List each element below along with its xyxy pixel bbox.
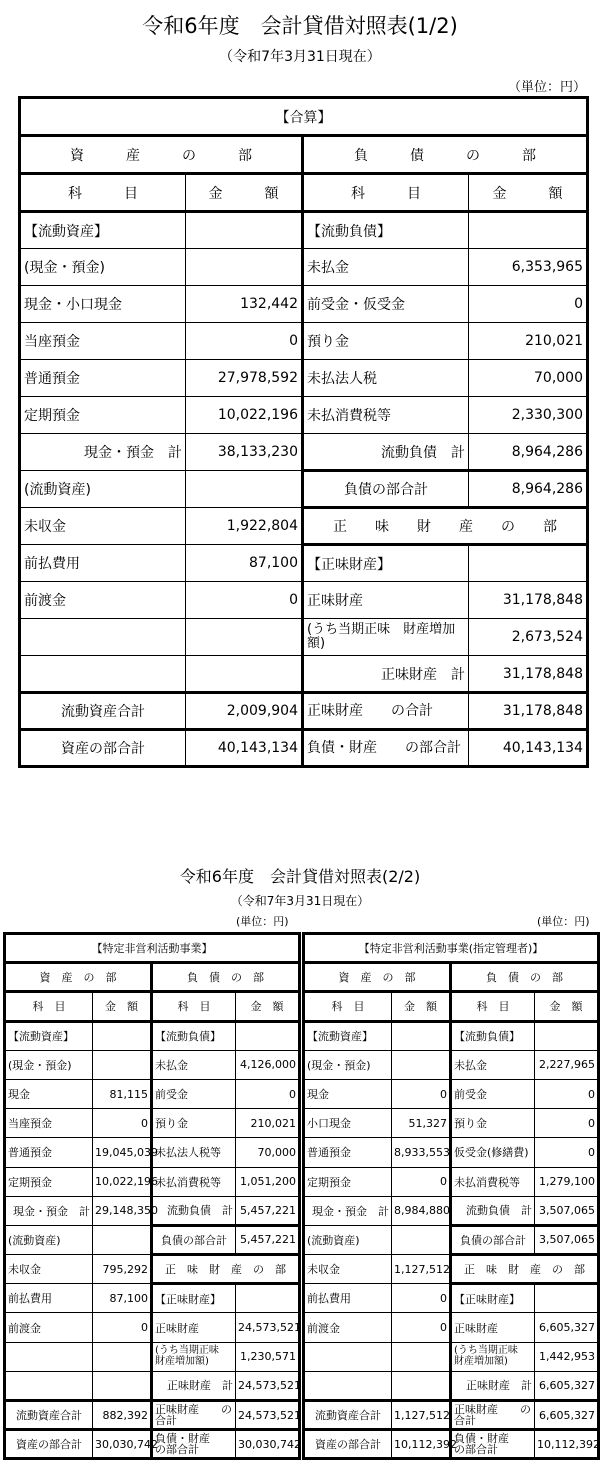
table-cell: 現金・預金 計 (5, 1196, 93, 1225)
table-cell: 正味財産 計 (303, 656, 469, 693)
table-cell: 10,022,196 (93, 1167, 152, 1196)
table-cell (392, 1225, 451, 1254)
table-cell (392, 1050, 451, 1079)
table-cell: 預り金 (303, 323, 469, 360)
table-cell: 10,112,392 (392, 1430, 451, 1459)
table-cell: 仮受金(修繕費) (451, 1138, 535, 1167)
table-cell: 70,000 (236, 1138, 300, 1167)
table-cell (535, 1284, 599, 1313)
table-cell: 【流動負債】 (303, 212, 469, 249)
table-cell: 3,507,065 (535, 1196, 599, 1225)
unit-label-2b: (単位：円) (537, 915, 590, 928)
table-cell: 0 (535, 1109, 599, 1138)
table-cell: 当座預金 (5, 1109, 93, 1138)
amount-header: 金 額 (469, 174, 588, 212)
table-cell (304, 1342, 392, 1371)
table-cell: 未払金 (451, 1050, 535, 1079)
table-cell (186, 656, 303, 693)
table-cell: 210,021 (236, 1109, 300, 1138)
table-cell: 8,984,880 (392, 1196, 451, 1225)
table-cell: 前渡金 (304, 1313, 392, 1342)
assets-header: 資 産 の 部 (20, 136, 303, 174)
table-cell: 1,442,953 (535, 1342, 599, 1371)
table-cell: 87,100 (93, 1284, 152, 1313)
amount-header: 金 額 (93, 992, 152, 1021)
table-cell: 預り金 (152, 1109, 236, 1138)
table-cell (5, 1342, 93, 1371)
table-cell: 未払法人税 (303, 360, 469, 397)
table-cell: 30,030,742 (236, 1430, 300, 1459)
table-cell (535, 1021, 599, 1050)
table-cell (93, 1371, 152, 1400)
table-cell (236, 1021, 300, 1050)
table-cell: 流動資産合計 (304, 1401, 392, 1430)
table-cell: 負債の部合計 (451, 1225, 535, 1254)
section-header: 【合算】 (20, 98, 588, 136)
unit-label-2a: (単位：円) (236, 915, 289, 928)
table-cell: 6,605,327 (535, 1371, 599, 1400)
table-cell: 51,327 (392, 1109, 451, 1138)
table-cell: 未払消費税等 (152, 1167, 236, 1196)
table-cell: 31,178,848 (469, 656, 588, 693)
table-cell: 前払費用 (304, 1284, 392, 1313)
table-cell: 81,115 (93, 1079, 152, 1108)
table-cell: 3,507,065 (535, 1225, 599, 1254)
table-cell (236, 1284, 300, 1313)
table-cell: (現金・預金) (20, 249, 186, 286)
table-cell: 正味財産 (303, 582, 469, 619)
table-cell: 29,148,350 (93, 1196, 152, 1225)
table-cell: 預り金 (451, 1109, 535, 1138)
table-cell: 87,100 (186, 545, 303, 582)
table-cell: 未払消費税等 (303, 397, 469, 434)
table-cell: 5,457,221 (236, 1196, 300, 1225)
table-cell: 0 (392, 1079, 451, 1108)
table-cell: 70,000 (469, 360, 588, 397)
table-cell: 【流動資産】 (304, 1021, 392, 1050)
table-cell: 流動負債 計 (451, 1196, 535, 1225)
table-cell: 定期預金 (20, 397, 186, 434)
table-cell: 30,030,742 (93, 1430, 152, 1459)
table-cell: 未収金 (304, 1255, 392, 1284)
table-cell: 0 (469, 286, 588, 323)
subject-header: 科 目 (451, 992, 535, 1021)
liabilities-header: 負 債 の 部 (152, 963, 300, 992)
table-cell: 6,605,327 (535, 1401, 599, 1430)
table-cell (20, 656, 186, 693)
table-cell: 24,573,521 (236, 1313, 300, 1342)
table-cell (469, 212, 588, 249)
table-cell: 1,051,200 (236, 1167, 300, 1196)
table-cell: 38,133,230 (186, 434, 303, 471)
table-cell: 0 (236, 1079, 300, 1108)
unit-label-1: （単位：円） (507, 80, 586, 95)
table-cell: 現金・小口現金 (20, 286, 186, 323)
table-cell (186, 619, 303, 656)
table-cell: 19,045,039 (93, 1138, 152, 1167)
section-header: 【特定非営利活動事業】 (5, 934, 300, 963)
table-cell (93, 1050, 152, 1079)
page-title-2: 令和6年度 会計貸借対照表(2/2) (179, 867, 421, 886)
table-cell: 795,292 (93, 1255, 152, 1284)
table-cell (392, 1371, 451, 1400)
table-cell: 流動負債 計 (303, 434, 469, 471)
table-cell: 未払金 (303, 249, 469, 286)
table-cell (5, 1371, 93, 1400)
table-cell (93, 1225, 152, 1254)
balance-sheet-npo (3, 932, 301, 1460)
table-cell: (現金・預金) (5, 1050, 93, 1079)
amount-header: 金 額 (186, 174, 303, 212)
table-cell: 正味財産 計 (451, 1371, 535, 1400)
table-cell: 【流動資産】 (20, 212, 186, 249)
table-cell: 0 (392, 1167, 451, 1196)
table-cell: (流動資産) (20, 471, 186, 508)
table-cell (93, 1021, 152, 1050)
table-cell: 40,143,134 (469, 730, 588, 767)
table-cell: 【正味財産】 (152, 1284, 236, 1313)
table-cell: 現金 (5, 1079, 93, 1108)
table-cell: 前払費用 (20, 545, 186, 582)
table-cell: 1,230,571 (236, 1342, 300, 1371)
table-cell: 2,227,965 (535, 1050, 599, 1079)
table-cell: (うち当期正味 財産増加額) (451, 1342, 535, 1371)
table-cell: 8,933,553 (392, 1138, 451, 1167)
table-cell: 普通預金 (304, 1138, 392, 1167)
table-cell: 24,573,521 (236, 1401, 300, 1430)
table-cell (186, 249, 303, 286)
page-title-1: 令和6年度 会計貸借対照表(1/2) (142, 14, 458, 38)
net-assets-header: 正 味 財 産 の 部 (303, 508, 588, 545)
subject-header: 科 目 (303, 174, 469, 212)
table-cell: 10,022,196 (186, 397, 303, 434)
subject-header: 科 目 (304, 992, 392, 1021)
table-cell: (流動資産) (5, 1225, 93, 1254)
subject-header: 科 目 (152, 992, 236, 1021)
table-cell: 定期預金 (5, 1167, 93, 1196)
table-cell: 正味財産 の合計 (303, 693, 469, 730)
balance-sheet-designated-manager (302, 932, 600, 1460)
table-cell: 未収金 (5, 1255, 93, 1284)
table-cell: 前渡金 (5, 1313, 93, 1342)
table-cell: 未収金 (20, 508, 186, 545)
table-cell: 10,112,392 (535, 1430, 599, 1459)
table-cell: 負債の部合計 (303, 471, 469, 508)
table-cell: 前渡金 (20, 582, 186, 619)
table-cell: 40,143,134 (186, 730, 303, 767)
table-cell: 前受金 (152, 1079, 236, 1108)
section-header: 【特定非営利活動事業(指定管理者)】 (304, 934, 599, 963)
amount-header: 金 額 (236, 992, 300, 1021)
table-cell: 資産の部合計 (5, 1430, 93, 1459)
table-cell: 前払費用 (5, 1284, 93, 1313)
table-cell: 正味財産 計 (152, 1371, 236, 1400)
table-cell: 5,457,221 (236, 1225, 300, 1254)
table-cell: 1,279,100 (535, 1167, 599, 1196)
net-assets-header: 正 味 財 産 の 部 (152, 1255, 300, 1284)
table-cell: 正味財産 (152, 1313, 236, 1342)
table-cell: 【流動負債】 (451, 1021, 535, 1050)
table-cell: 1,127,512 (392, 1401, 451, 1430)
table-cell: 当座預金 (20, 323, 186, 360)
table-cell (392, 1342, 451, 1371)
table-cell: 6,605,327 (535, 1313, 599, 1342)
table-cell: 6,353,965 (469, 249, 588, 286)
table-cell: 27,978,592 (186, 360, 303, 397)
balance-sheet-combined (18, 96, 589, 768)
table-cell: 210,021 (469, 323, 588, 360)
date-subtitle-1: （令和7年3月31日現在） (219, 49, 381, 65)
table-cell: 未払消費税等 (451, 1167, 535, 1196)
table-cell: 【正味財産】 (451, 1284, 535, 1313)
liabilities-header: 負 債 の 部 (303, 136, 588, 174)
table-cell: 流動資産合計 (5, 1401, 93, 1430)
table-cell: 8,964,286 (469, 434, 588, 471)
table-cell: 0 (186, 323, 303, 360)
table-cell: 正味財産 の合計 (451, 1401, 535, 1430)
table-cell: 2,673,524 (469, 619, 588, 656)
table-cell (392, 1021, 451, 1050)
table-cell: 前受金・仮受金 (303, 286, 469, 323)
table-cell: 未払法人税等 (152, 1138, 236, 1167)
amount-header: 金 額 (392, 992, 451, 1021)
table-cell: 前受金 (451, 1079, 535, 1108)
table-cell: 正味財産 (451, 1313, 535, 1342)
table-cell: 負債・財産 の部合計 (303, 730, 469, 767)
table-cell: 資産の部合計 (20, 730, 186, 767)
table-cell (304, 1371, 392, 1400)
subject-header: 科 目 (20, 174, 186, 212)
table-cell: 0 (535, 1138, 599, 1167)
table-cell: (うち当期正味 財産増加額) (152, 1342, 236, 1371)
table-cell: 正味財産 の合計 (152, 1401, 236, 1430)
table-cell: 【正味財産】 (303, 545, 469, 582)
table-cell: 流動資産合計 (20, 693, 186, 730)
table-cell: 普通預金 (20, 360, 186, 397)
table-cell: 2,330,300 (469, 397, 588, 434)
liabilities-header: 負 債 の 部 (451, 963, 599, 992)
table-cell: 負債・財産 の部合計 (451, 1430, 535, 1459)
table-cell: 負債の部合計 (152, 1225, 236, 1254)
table-cell: 【流動資産】 (5, 1021, 93, 1050)
table-cell: 0 (535, 1079, 599, 1108)
table-cell: 定期預金 (304, 1167, 392, 1196)
date-subtitle-2: （令和7年3月31日現在） (230, 894, 370, 908)
table-cell: 1,922,804 (186, 508, 303, 545)
table-cell: 未払金 (152, 1050, 236, 1079)
table-cell: 31,178,848 (469, 582, 588, 619)
table-cell: 【流動負債】 (152, 1021, 236, 1050)
table-cell: 流動負債 計 (152, 1196, 236, 1225)
table-cell: (うち当期正味 財産増加額) (303, 619, 469, 656)
table-cell (93, 1342, 152, 1371)
table-cell: (現金・預金) (304, 1050, 392, 1079)
table-cell: 現金・預金 計 (20, 434, 186, 471)
table-cell (186, 471, 303, 508)
table-cell: 現金 (304, 1079, 392, 1108)
table-cell (20, 619, 186, 656)
table-cell: 0 (186, 582, 303, 619)
table-cell: 0 (392, 1313, 451, 1342)
subject-header: 科 目 (5, 992, 93, 1021)
table-cell: 資産の部合計 (304, 1430, 392, 1459)
table-cell: 882,392 (93, 1401, 152, 1430)
table-cell: 小口現金 (304, 1109, 392, 1138)
assets-header: 資 産 の 部 (5, 963, 152, 992)
net-assets-header: 正 味 財 産 の 部 (451, 1255, 599, 1284)
table-cell: 現金・預金 計 (304, 1196, 392, 1225)
table-cell: 0 (93, 1109, 152, 1138)
table-cell: 負債・財産 の部合計 (152, 1430, 236, 1459)
table-cell: 0 (392, 1284, 451, 1313)
table-cell (469, 545, 588, 582)
table-cell: 8,964,286 (469, 471, 588, 508)
table-cell: 2,009,904 (186, 693, 303, 730)
assets-header: 資 産 の 部 (304, 963, 451, 992)
table-cell: 普通預金 (5, 1138, 93, 1167)
table-cell: 0 (93, 1313, 152, 1342)
table-cell (186, 212, 303, 249)
table-cell: 24,573,521 (236, 1371, 300, 1400)
table-cell: (流動資産) (304, 1225, 392, 1254)
table-cell: 31,178,848 (469, 693, 588, 730)
table-cell: 132,442 (186, 286, 303, 323)
table-cell: 4,126,000 (236, 1050, 300, 1079)
amount-header: 金 額 (535, 992, 599, 1021)
table-cell: 1,127,512 (392, 1255, 451, 1284)
